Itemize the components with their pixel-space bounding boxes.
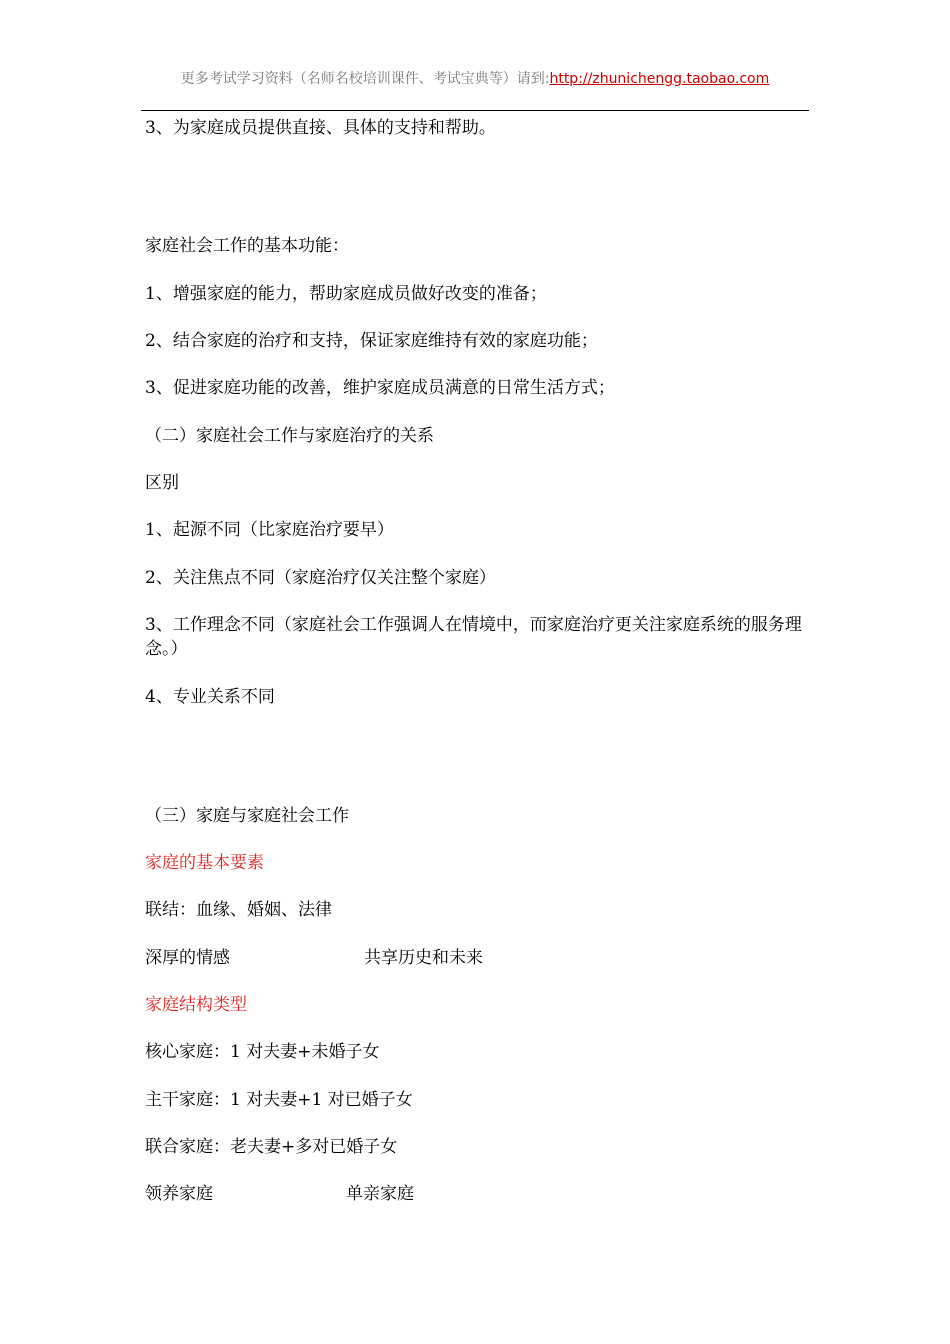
page-header xyxy=(0,68,950,88)
section-intro: 家庭社会工作的基本功能： xyxy=(145,236,349,256)
section-heading: （二）家庭社会工作与家庭治疗的关系 xyxy=(145,426,434,446)
list-item: 4、专业关系不同 xyxy=(145,687,275,707)
red-heading: 家庭结构类型 xyxy=(145,995,247,1015)
list-item: 1、起源不同（比家庭治疗要早） xyxy=(145,520,394,540)
text-line: 3、为家庭成员提供直接、具体的支持和帮助。 xyxy=(145,118,496,138)
header-text: 更多考试学习资料（名师名校培训课件、考试宝典等）请到: xyxy=(180,71,550,87)
list-item: 3、促进家庭功能的改善，维护家庭成员满意的日常生活方式； xyxy=(145,378,615,398)
text-line-col2: 单亲家庭 xyxy=(346,1184,414,1204)
list-item: 3、工作理念不同（家庭社会工作强调人在情境中，而家庭治疗更关注家庭系统的服务理念。） xyxy=(145,615,802,659)
text-line-col2: 共享历史和未来 xyxy=(364,948,483,968)
list-item: 2、结合家庭的治疗和支持，保证家庭维持有效的家庭功能； xyxy=(145,331,598,351)
text-line: 联结：血缘、婚姻、法律 xyxy=(145,900,332,920)
list-item: 1、增强家庭的能力，帮助家庭成员做好改变的准备； xyxy=(145,284,547,304)
text-line: 联合家庭：老夫妻+多对已婚子女 xyxy=(145,1137,398,1157)
header-divider xyxy=(141,110,809,111)
header-link[interactable]: http://zhunichengg.taobao.com xyxy=(549,71,770,87)
text-line: 主干家庭：1 对夫妻+1 对已婚子女 xyxy=(145,1090,413,1110)
subheading: 区别 xyxy=(145,473,179,493)
list-item: 2、关注焦点不同（家庭治疗仅关注整个家庭） xyxy=(145,568,496,588)
text-line: 领养家庭 xyxy=(145,1184,213,1204)
text-line: 深厚的情感 xyxy=(145,948,230,968)
section-heading: （三）家庭与家庭社会工作 xyxy=(145,806,349,826)
text-line: 核心家庭：1 对夫妻+未婚子女 xyxy=(145,1042,380,1062)
red-heading: 家庭的基本要素 xyxy=(145,853,264,873)
